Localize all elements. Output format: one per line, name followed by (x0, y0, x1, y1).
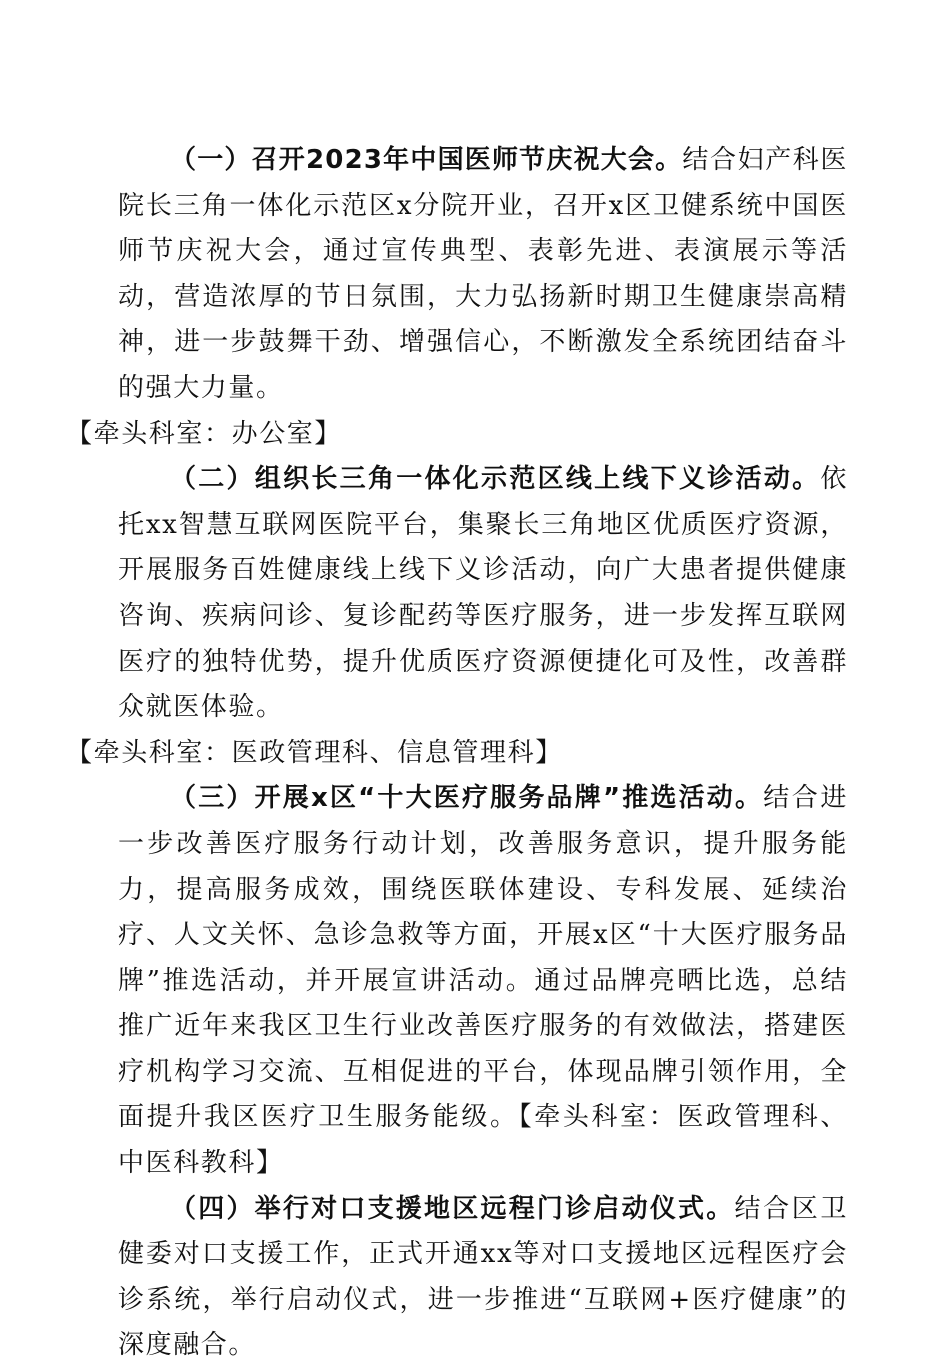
paragraph-4-heading: （四）举行对口支援地区远程门诊启动仪式。 (170, 1193, 735, 1224)
paragraph-2-body: 依托xx智慧互联网医院平台，集聚长三角地区优质医疗资源，开展服务百姓健康线上线下义诊活动，向广大患者提供健康咨询、疾病问诊、复诊配药等医疗服务，进一步发挥互联网医疗的独特优势，提升优质医疗资源便捷化可及性，改善群众就医体验。 (118, 464, 848, 723)
paragraph-2 (66, 457, 848, 776)
paragraph-3 (118, 776, 848, 1186)
paragraph-1 (66, 138, 848, 457)
document-body (66, 138, 848, 1369)
paragraph-1-lead-department: 【牵头科室：办公室】 (66, 418, 343, 449)
paragraph-1-heading: （一）召开2023年中国医师节庆祝大会。 (170, 145, 683, 175)
paragraph-1-body: 结合妇产科医院长三角一体化示范区x分院开业，召开x区卫健系统中国医师节庆祝大会，通过宣传典型、表彰先进、表演展示等活动，营造浓厚的节日氛围，大力弘扬新时期卫生健康崇高精神，进一步鼓舞干劲、增强信心，不断激发全系统团结奋斗的强大力量。 (118, 145, 848, 403)
paragraph-4-body: 结合区卫健委对口支援工作，正式开通xx等对口支援地区远程医疗会诊系统，举行启动仪式，进一步推进“互联网+医疗健康”的深度融合。 (118, 1193, 848, 1361)
paragraph-3-body: 结合进一步改善医疗服务行动计划，改善服务意识，提升服务能力，提高服务成效，围绕医联体建设、专科发展、延续治疗、人文关怀、急诊急救等方面，开展x区“十大医疗服务品牌”推选活动，并开展宣讲活动。通过品牌亮晒比选，总结推广近年来我区卫生行业改善医疗服务的有效做法，搭建医疗机构学习交流、互相促进的平台，体现品牌引领作用，全面提升我区医疗卫生服务能级。 (118, 783, 848, 1133)
paragraph-3-lead-department: 【牵头科室：医政管理科、中医科教科】 (118, 1102, 848, 1179)
paragraph-2-heading: （二）组织长三角一体化示范区线上线下义诊活动。 (170, 464, 821, 495)
paragraph-2-lead-department: 【牵头科室：医政管理科、信息管理科】 (66, 737, 563, 768)
paragraph-4 (118, 1187, 848, 1369)
paragraph-3-heading: （三）开展x区“十大医疗服务品牌”推选活动。 (170, 783, 764, 814)
